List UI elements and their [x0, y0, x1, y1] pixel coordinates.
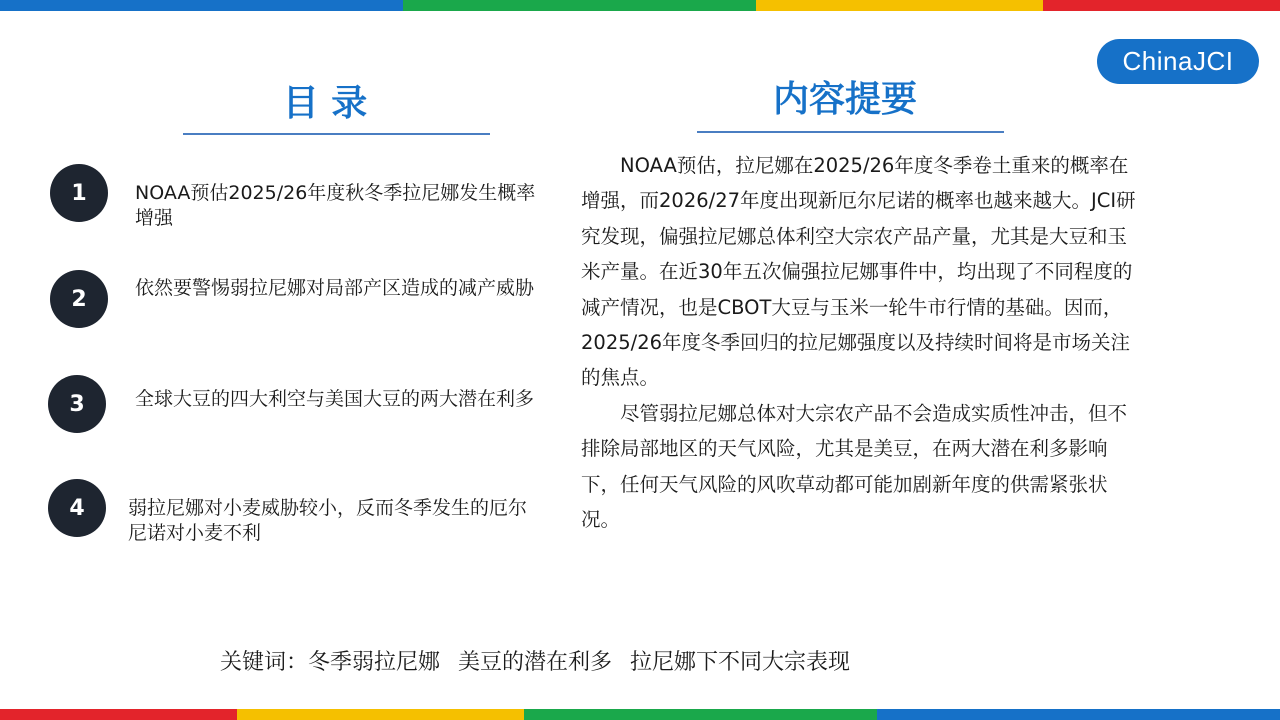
toc-number-badge: 3 — [48, 375, 106, 433]
toc-item-2[interactable] — [50, 270, 550, 330]
toc-number-badge: 1 — [50, 164, 108, 222]
summary-title: 内容提要 — [772, 79, 917, 120]
toc-title: 目 录 — [282, 83, 368, 124]
toc-item-text: 全球大豆的四大利空与美国大豆的两大潜在利多 — [135, 388, 535, 410]
bottom-color-bar — [0, 709, 1280, 720]
logo-text: ChinaJCI — [1122, 46, 1234, 76]
toc-item-4[interactable] — [48, 479, 548, 544]
toc-item-text: NOAA预估2025/26年度秋冬季拉尼娜发生概率增强 — [135, 182, 536, 229]
toc-title-underline — [183, 133, 490, 135]
top-bar-blue — [0, 0, 403, 11]
summary-paragraph-2: 尽管弱拉尼娜总体对大宗农产品不会造成实质性冲击，但不排除局部地区的天气风险，尤其是美豆，在两大潜在利多影响下，任何天气风险的风吹草动都可能加剧新年度的供需紧张状况。 — [581, 401, 1128, 532]
chinajci-logo — [1097, 39, 1259, 84]
keywords-label: 关键词： — [220, 650, 309, 675]
top-color-bar — [0, 0, 1280, 11]
toc-number-badge: 4 — [48, 479, 106, 537]
bottom-bar-red — [0, 709, 237, 720]
summary-body — [581, 148, 1141, 537]
toc-item-text: 依然要警惕弱拉尼娜对局部产区造成的减产威胁 — [135, 277, 535, 299]
keyword-item: 冬季弱拉尼娜 — [308, 650, 441, 675]
toc-number-badge: 2 — [50, 270, 108, 328]
keywords-line — [220, 645, 868, 676]
toc-item-3[interactable] — [48, 375, 548, 435]
toc-item-1[interactable] — [50, 164, 550, 229]
summary-title-underline — [697, 131, 1004, 133]
top-bar-red — [1043, 0, 1280, 11]
keyword-item: 美豆的潜在利多 — [458, 650, 613, 675]
top-bar-yellow — [756, 0, 1043, 11]
bottom-bar-yellow — [237, 709, 524, 720]
bottom-bar-blue — [877, 709, 1280, 720]
toc-item-text: 弱拉尼娜对小麦威胁较小，反而冬季发生的厄尔尼诺对小麦不利 — [128, 497, 528, 544]
summary-paragraph-1: NOAA预估，拉尼娜在2025/26年度冬季卷土重来的概率在增强，而2026/27年度出现新厄尔尼诺的概率也越来越大。JCI研究发现，偏强拉尼娜总体利空大宗农产品产量，尤其是大豆和玉米产量。在近30年五次偏强拉尼娜事件中，均出现了不同程度的减产情况，也是CBOT大豆与玉米一轮牛市行情的基础。因而，2025/26年度冬季回归的拉尼娜强度以及持续时间将是市场关注的焦点。 — [581, 154, 1136, 390]
keyword-item: 拉尼娜下不同大宗表现 — [630, 650, 851, 675]
bottom-bar-green — [524, 709, 877, 720]
top-bar-green — [403, 0, 756, 11]
